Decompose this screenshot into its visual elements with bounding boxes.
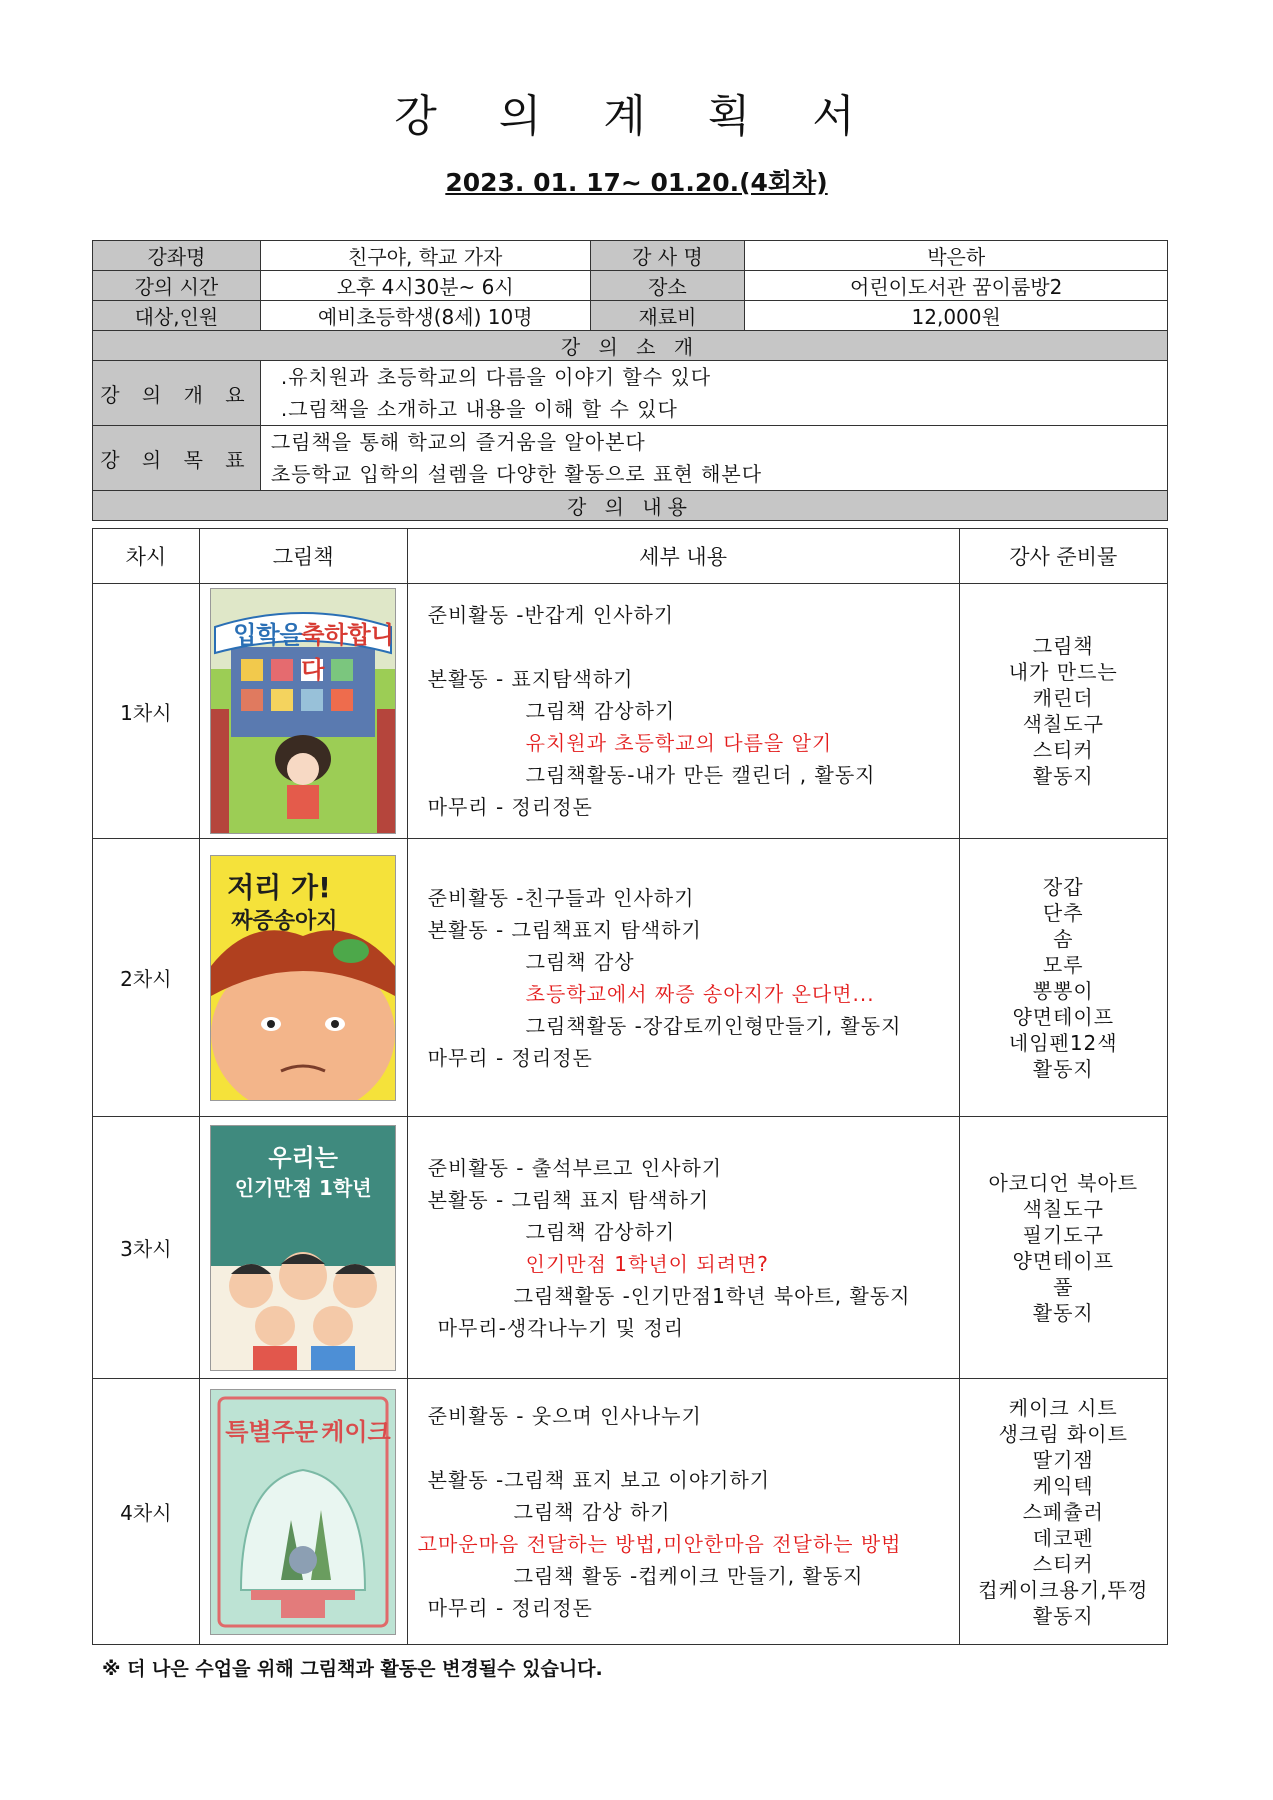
book-cover-image [210,855,396,1101]
detail-cell [407,839,959,1117]
material-item: 장갑 [1042,874,1084,899]
detail-line: 마무리 - 정리정돈 [427,1045,593,1070]
material-item: 스티커 [1032,738,1094,762]
detail-line: 그림책 활동 -컵케이크 만들기, 활동지 [513,1563,864,1588]
detail-line-highlight: 초등학교에서 짜증 송아지가 온다면... [525,981,875,1006]
detail-line-highlight: 인기만점 1학년이 되려면? [525,1251,769,1276]
goal-label: 강 의 목 표 [93,426,261,491]
place-label: 장소 [590,271,745,301]
material-item: 케이크 시트 [1008,1395,1118,1420]
materials-cell [959,839,1168,1117]
material-item: 단추 [1042,900,1084,925]
book-title-3b: 인기만점 1학년 [234,1175,372,1200]
content-header: 강 의 내용 [93,491,1168,521]
materials-cell [959,1379,1168,1645]
detail-line [428,1432,959,1464]
book-title-1a: 입학을 [233,621,303,649]
session-label: 4차시 [93,1379,200,1645]
book-cell [199,1117,407,1379]
book-cover-image [210,1389,396,1635]
material-item: 풀 [1053,1274,1074,1299]
detail-line: 그림책활동 -장갑토끼인형만들기, 활동지 [525,1013,902,1038]
detail-line: 마무리 - 정리정돈 [427,795,593,819]
session-row [93,584,1168,839]
detail-line: 그림책 감상 [525,949,635,974]
header-book: 그림책 [199,529,407,584]
target-label: 대상,인원 [93,301,261,331]
detail-line: 그림책 감상하기 [525,1219,676,1244]
material-item: 내가 만드는 [1008,660,1118,684]
detail-line [428,631,959,663]
material-item: 모루 [1042,952,1084,977]
materials-cell [959,584,1168,839]
detail-line: 준비활동 -반갑게 인사하기 [427,603,675,627]
detail-cell [407,1117,959,1379]
detail-line-highlight: 유치원과 초등학교의 다름을 알기 [525,731,833,755]
material-item: 그림책 [1032,634,1094,658]
material-item: 양면테이프 [1012,1248,1115,1273]
material-item: 컵케이크용기,뚜껑 [978,1577,1149,1602]
detail-cell [407,584,959,839]
header-materials: 강사 준비물 [959,529,1168,584]
detail-line: 본활동 - 그림책 표지 탐색하기 [427,1187,710,1212]
detail-line: 준비활동 - 출석부르고 인사하기 [427,1155,723,1180]
detail-line: 마무리-생각나누기 및 정리 [437,1315,685,1340]
header-session: 차시 [93,529,200,584]
book-title-4b: 케이크 [321,1417,391,1446]
session-label: 3차시 [93,1117,200,1379]
book-cell [199,584,407,839]
detail-line: 마무리 - 정리정돈 [427,1595,593,1620]
time-value: 오후 4시30분~ 6시 [260,271,590,301]
instructor-value: 박은하 [745,241,1168,271]
detail-line: 준비활동 -친구들과 인사하기 [427,885,695,910]
detail-line: 본활동 -그림책 표지 보고 이야기하기 [427,1467,771,1492]
overview-line: .유치원과 초등학교의 다름을 이야기 할수 있다 [280,365,712,389]
material-item: 케익텍 [1032,1473,1094,1498]
material-item: 활동지 [1032,1603,1094,1628]
fee-label: 재료비 [590,301,745,331]
book-title-4a: 특별주문 [225,1417,318,1446]
overview-label: 강 의 개 요 [93,361,261,426]
detail-line: 준비활동 - 웃으며 인사나누기 [427,1403,702,1428]
material-item: 활동지 [1032,1056,1094,1081]
intro-header: 강 의 소 개 [93,331,1168,361]
time-label: 강의 시간 [93,271,261,301]
course-label: 강좌명 [93,241,261,271]
material-item: 스티커 [1032,1551,1094,1576]
material-item: 딸기잼 [1032,1447,1094,1472]
target-value: 예비초등학생(8세) 10명 [260,301,590,331]
material-item: 아코디언 북아트 [988,1170,1139,1195]
header-detail: 세부 내용 [407,529,959,584]
goal-line: 그림책을 통해 학교의 즐거움을 알아본다 [270,430,646,454]
date-range: 2023. 01. 17~ 01.20.(4회차) [445,168,828,197]
page-title: 강 의 계 획 서 [394,91,879,142]
book-cell [199,839,407,1117]
material-item: 데코펜 [1032,1525,1094,1550]
detail-line: 그림책활동 -인기만점1학년 북아트, 활동지 [513,1283,911,1308]
material-item: 색칠도구 [1022,1196,1104,1221]
book-title-2a: 저리 가! [227,870,331,904]
detail-line: 본활동 - 그림책표지 탐색하기 [427,917,702,942]
detail-line: 그림책 감상하기 [525,699,676,723]
session-row [93,1117,1168,1379]
overview-line: .그림책을 소개하고 내용을 이해 할 수 있다 [280,397,678,421]
material-item: 색칠도구 [1022,712,1104,736]
material-item: 네임펜12색 [1008,1030,1118,1055]
book-title-3a: 우리는 [268,1143,338,1172]
material-item: 활동지 [1032,1300,1094,1325]
goal-text [260,426,1167,491]
book-cell [199,1379,407,1645]
materials-cell [959,1117,1168,1379]
material-item: 양면테이프 [1012,1004,1115,1029]
course-value: 친구야, 학교 가자 [260,241,590,271]
book-title-2b: 짜증송아지 [231,908,338,934]
material-item: 스페츌러 [1022,1499,1104,1524]
material-item: 솜 [1053,926,1074,951]
goal-line: 초등학교 입학의 설렘을 다양한 활동으로 표현 해본다 [270,462,763,486]
place-value: 어린이도서관 꿈이룸방2 [745,271,1168,301]
book-title-1b: 축하합니다 [301,621,394,684]
session-row [93,839,1168,1117]
detail-line: 본활동 - 표지탐색하기 [427,667,634,691]
info-table [92,240,1168,521]
session-row [93,1379,1168,1645]
fee-value: 12,000원 [745,301,1168,331]
footnote: ※ 더 나은 수업을 위해 그림책과 활동은 변경될수 있습니다. [102,1658,603,1680]
detail-line: 그림책 감상 하기 [513,1499,671,1524]
instructor-label: 강 사 명 [590,241,745,271]
session-label: 2차시 [93,839,200,1117]
book-cover-image [210,588,396,834]
content-table [92,528,1168,1645]
session-label: 1차시 [93,584,200,839]
material-item: 뽕뽕이 [1032,978,1094,1003]
material-item: 활동지 [1032,764,1094,788]
material-item: 생크림 화이트 [998,1421,1128,1446]
detail-line: 그림책활동-내가 만든 캘린더 , 활동지 [525,763,876,787]
overview-text [260,361,1167,426]
material-item: 필기도구 [1022,1222,1104,1247]
detail-cell [407,1379,959,1645]
book-cover-image [210,1125,396,1371]
detail-line-highlight: 고마운마음 전달하는 방법,미안한마음 전달하는 방법 [417,1531,902,1556]
material-item: 캐린더 [1032,686,1094,710]
